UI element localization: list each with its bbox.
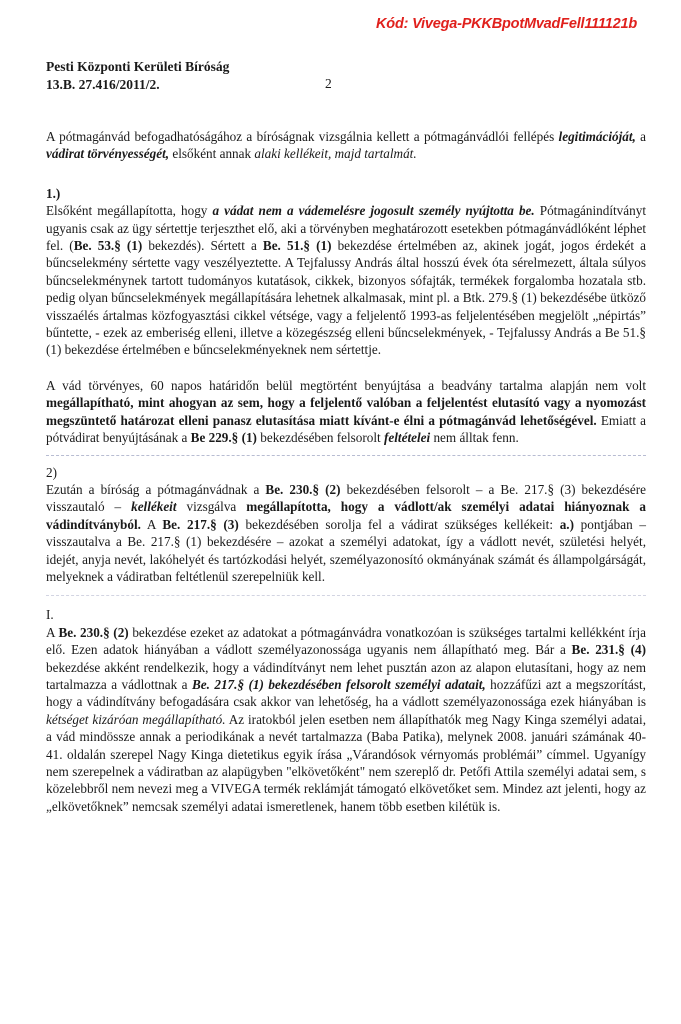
court-header [46,58,229,94]
s1-law-ref: Be. 51.§ (1) [262,238,332,254]
intro-paragraph [46,128,646,163]
court-name: Pesti Központi Kerületi Bíróság [46,59,230,74]
s2-text: A [140,516,163,532]
s1-text: Elsőként megállapította, hogy [46,203,213,219]
s3-text: A [46,624,59,640]
section-1-paragraph-b [46,377,646,447]
s1b-law-ref: Be 229.§ (1) [190,430,257,446]
s3-personal-data: Be. 217.§ (1) bekezdésében felsorolt személyi adatait, [191,676,486,692]
s1b-text: A vád törvényes, 60 napos határidőn belül megtörtént benyújtása a beadvány tartalma alapján nem volt [46,377,646,393]
s2-point: a.) [559,516,574,532]
document-code-stamp: Kód: Vivega-PKKBpotMvadFell111121b [376,16,637,32]
document-body [46,128,646,815]
section-3-paragraph [46,624,646,815]
s2-text: vizsgálva [176,499,247,515]
scan-divider [46,595,646,596]
intro-text-1: A pótmagánvád befogadhatóságához a bíróságnak vizsgálnia kellett a pótmagánvádlói fellépés [46,129,559,144]
s2-text: bekezdésében felsorolt – a Be. 217.§ (3) bekezdésére visszautaló – [46,481,646,515]
s3-text: hozzáfűzi azt a megszorítást, hogy a vádindítvány befogadására csak akkor van lehetőség, ha a vádlott személyazonossága ezek hiányában is [46,676,646,710]
s3-law-ref: Be. 230.§ (2) [58,624,129,640]
intro-formal-requirements: alaki kellékeit, majd tartalmát. [254,146,417,162]
s2-text: pontjában – visszautalva a Be. 217.§ (1) bekezdésére – azokat a személyi adatokat, így a vádlott nevét, születési helyét, idejét, anyja nevét, lakóhelyét és tartózkodási helyét, személyazonosító okmányának számát és állampolgárságát, melyeknek a vádiratban feltétlenül szerepelniük kell. [46,516,646,584]
intro-text-3: a [635,129,647,144]
s3-text: bekezdése akként rendelkezik, hogy a vádindítványt nem lehet pusztán azon az alapon elutasítani, hogy az nem tartalmazza a vádlottnak a [46,659,646,692]
s3-text: bekezdése ezeket az adatokat a pótmagánvádra vonatkozóan is szükséges tartalmi kellékként írja elő. Ezen adatok hiányában a vádlott személyazonossága ugyanis nem állapítható meg. Bár a [46,624,647,658]
s1-text: bekezdés). Sértett a [142,238,263,254]
section-1-heading: 1.) [46,185,61,201]
s1b-finding: megállapítható, mint ahogyan az sem, hogy a feljelentő valóban a feljelentést elutasító vagy a nyomozást megszüntető határozat elleni panasz elutasítása miatt kívánt-e élni a pótmagánvád lehetőségével. [46,395,646,428]
s2-text: Ezután a bíróság a pótmagánvádnak a [46,481,266,497]
s2-text: bekezdésében sorolja fel a vádirat szükséges kellékeit: [238,516,560,532]
s2-law-ref: Be. 217.§ (3) [162,516,239,532]
section-1-paragraph-a [46,202,646,359]
section-2-paragraph [46,481,646,585]
s1-finding: a vádat nem a vádemelésre jogosult személy nyújtotta be. [212,203,535,219]
intro-legitimacy: legitimációját, [558,129,636,144]
s1b-text: bekezdésében felsorolt [256,430,385,446]
section-2-heading: 2) [46,464,57,480]
s3-beyond-doubt: kétséget kizáróan megállapítható. [46,711,226,727]
page-number: 2 [325,76,332,91]
intro-legality: vádirat törvényességét, [46,146,170,162]
s2-requirements: kellékeit [131,499,177,515]
scan-divider [46,455,646,456]
intro-text-5: elsőként annak [169,146,255,162]
s3-law-ref: Be. 231.§ (4) [571,642,646,658]
s1-law-ref: Be. 53.§ (1) [73,238,143,254]
s2-law-ref: Be. 230.§ (2) [265,481,341,497]
s1b-text: nem álltak fenn. [430,430,519,446]
section-3-heading: I. [46,607,54,623]
s1b-conditions: feltételei [384,430,431,446]
s1b-text: Emiatt a pótvádirat benyújtásának a [46,412,647,446]
s1-text: Pótmagánindítványt ugyanis csak az ügy sértettje terjeszthet elő, aki a törvényben meghatározott esetekben pótmagánvádlóként léphet fel. ( [46,203,646,254]
s1-text: bekezdése értelmében az, akinek jogát, jogos érdekét a bűncselekmény sértette vagy veszélyeztette. A Tejfalussy András által hosszú évek óta sérelmezett, általa súlyos bűncselekménynek tartott tudományos kutatások, cikkek, bizonyos sófajták, termékek forgalomba hozatala stb. pedig olyan bűncselekmények megállapítására lehetnek alkalmasak, mint pl. a Btk. 279.§ (1) bekezdésébe ütköző visszaélés ártalmas közfogyasztási cikkel vétsége, vagy a feljelentő 1993-as feljelentésében megjelölt „népirtás” bűntette, - ezek az emberiség elleni, illetve a közegészség elleni bűncselekmények, - Tejfalussy András a Be 51.§ (1) bekezdése értelmében e bűncselekményeknek nem sértettje. [46,238,646,358]
s2-finding: megállapította, hogy a vádlott/ak személyi adatai hiányoznak a vádindítványból. [46,499,646,532]
case-number: 13.B. 27.416/2011/2. [46,77,160,92]
s3-text: Az iratokból jelen esetben nem állapíthatók meg Nagy Kinga személyi adatai, a vád mindössze annak a periodikának a nevét tartalmazza (Baba Patika), melynek 2008. januári számának 40-41. oldalán szerepel Nagy Kinga dietetikus egyik írása „Várandósok vérnyomás problémái” címmel. Ugyanígy nem szerepelnek a vádiratban az alapügyben "elkövetőként" nem szereplő dr. Petőfi Attila személyi adatai sem, s közelebbről nem nevezi meg a VIVEGA termék reklámját támogató elkövetőket sem. Mindez azt jelenti, hogy az „elkövetőknek” nemcsak személyi adatai ismeretlenek, hanem több esetben kilétük is. [46,711,646,814]
